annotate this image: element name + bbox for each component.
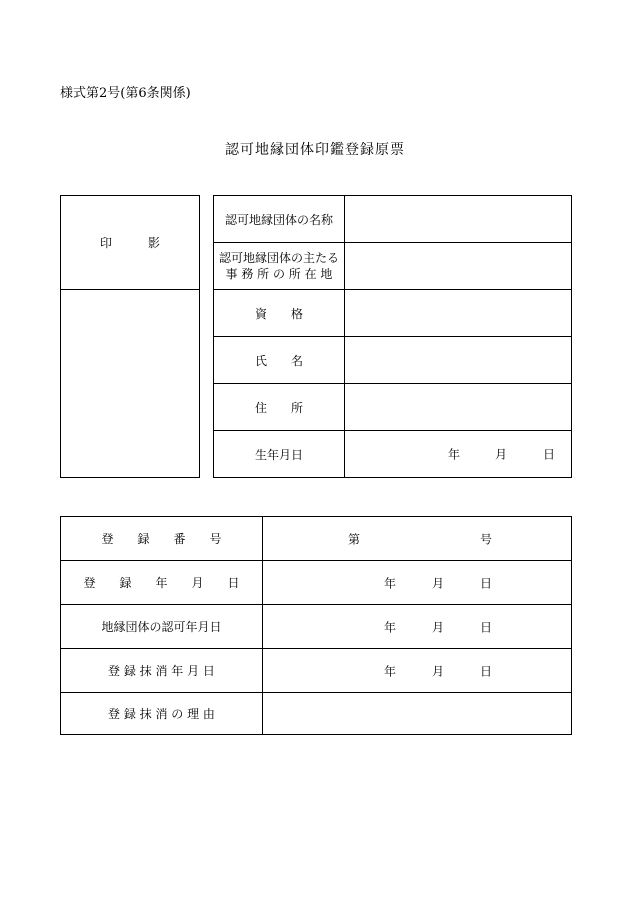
address-label: 住 所 bbox=[214, 384, 345, 431]
birthdate-day-unit: 日 bbox=[543, 447, 556, 462]
office-address-label-line1: 認可地縁団体の主たる bbox=[218, 251, 339, 265]
registration-date-year-unit: 年 bbox=[384, 576, 397, 590]
approval-date-day-unit: 日 bbox=[480, 620, 493, 634]
person-name-field[interactable] bbox=[345, 337, 572, 384]
registration-date-field[interactable] bbox=[263, 561, 572, 605]
cancel-date-day-unit: 日 bbox=[480, 664, 493, 678]
person-name-label: 氏 名 bbox=[214, 337, 345, 384]
seal-impression-box bbox=[60, 195, 200, 478]
group-name-label: 認可地縁団体の名称 bbox=[214, 196, 345, 243]
registration-date-label: 登 録 年 月 日 bbox=[61, 561, 263, 605]
registration-table bbox=[60, 516, 572, 735]
group-info-table bbox=[213, 195, 572, 478]
birthdate-label: 生年月日 bbox=[214, 431, 345, 478]
registration-number-suffix: 号 bbox=[480, 532, 493, 546]
birthdate-month-unit: 月 bbox=[495, 447, 508, 462]
registration-date-day-unit: 日 bbox=[480, 576, 493, 590]
cancel-date-label: 登 録 抹 消 年 月 日 bbox=[61, 649, 263, 693]
office-address-label-line2: 事 務 所 の 所 在 地 bbox=[225, 267, 333, 281]
office-address-label bbox=[214, 243, 345, 290]
registration-date-month-unit: 月 bbox=[432, 576, 445, 590]
approval-date-field[interactable] bbox=[263, 605, 572, 649]
birthdate-field[interactable] bbox=[345, 431, 572, 478]
seal-impression-area[interactable] bbox=[61, 290, 200, 478]
document-title: 認可地縁団体印鑑登録原票 bbox=[225, 142, 405, 158]
seal-impression-label: 印 影 bbox=[61, 196, 200, 290]
cancel-date-field[interactable] bbox=[263, 649, 572, 693]
birthdate-year-unit: 年 bbox=[448, 447, 461, 462]
qualification-label: 資 格 bbox=[214, 290, 345, 337]
registration-number-field[interactable] bbox=[263, 517, 572, 561]
address-field[interactable] bbox=[345, 384, 572, 431]
registration-number-label: 登 録 番 号 bbox=[61, 517, 263, 561]
approval-date-year-unit: 年 bbox=[384, 620, 397, 634]
registration-number-prefix: 第 bbox=[348, 532, 361, 546]
qualification-field[interactable] bbox=[345, 290, 572, 337]
cancel-reason-field[interactable] bbox=[263, 693, 572, 735]
approval-date-label: 地縁団体の認可年月日 bbox=[61, 605, 263, 649]
cancel-reason-label: 登 録 抹 消 の 理 由 bbox=[61, 693, 263, 735]
group-name-field[interactable] bbox=[345, 196, 572, 243]
cancel-date-month-unit: 月 bbox=[432, 664, 445, 678]
cancel-date-year-unit: 年 bbox=[384, 664, 397, 678]
office-address-field[interactable] bbox=[345, 243, 572, 290]
approval-date-month-unit: 月 bbox=[432, 620, 445, 634]
form-number: 様式第2号(第6条関係) bbox=[60, 86, 191, 101]
